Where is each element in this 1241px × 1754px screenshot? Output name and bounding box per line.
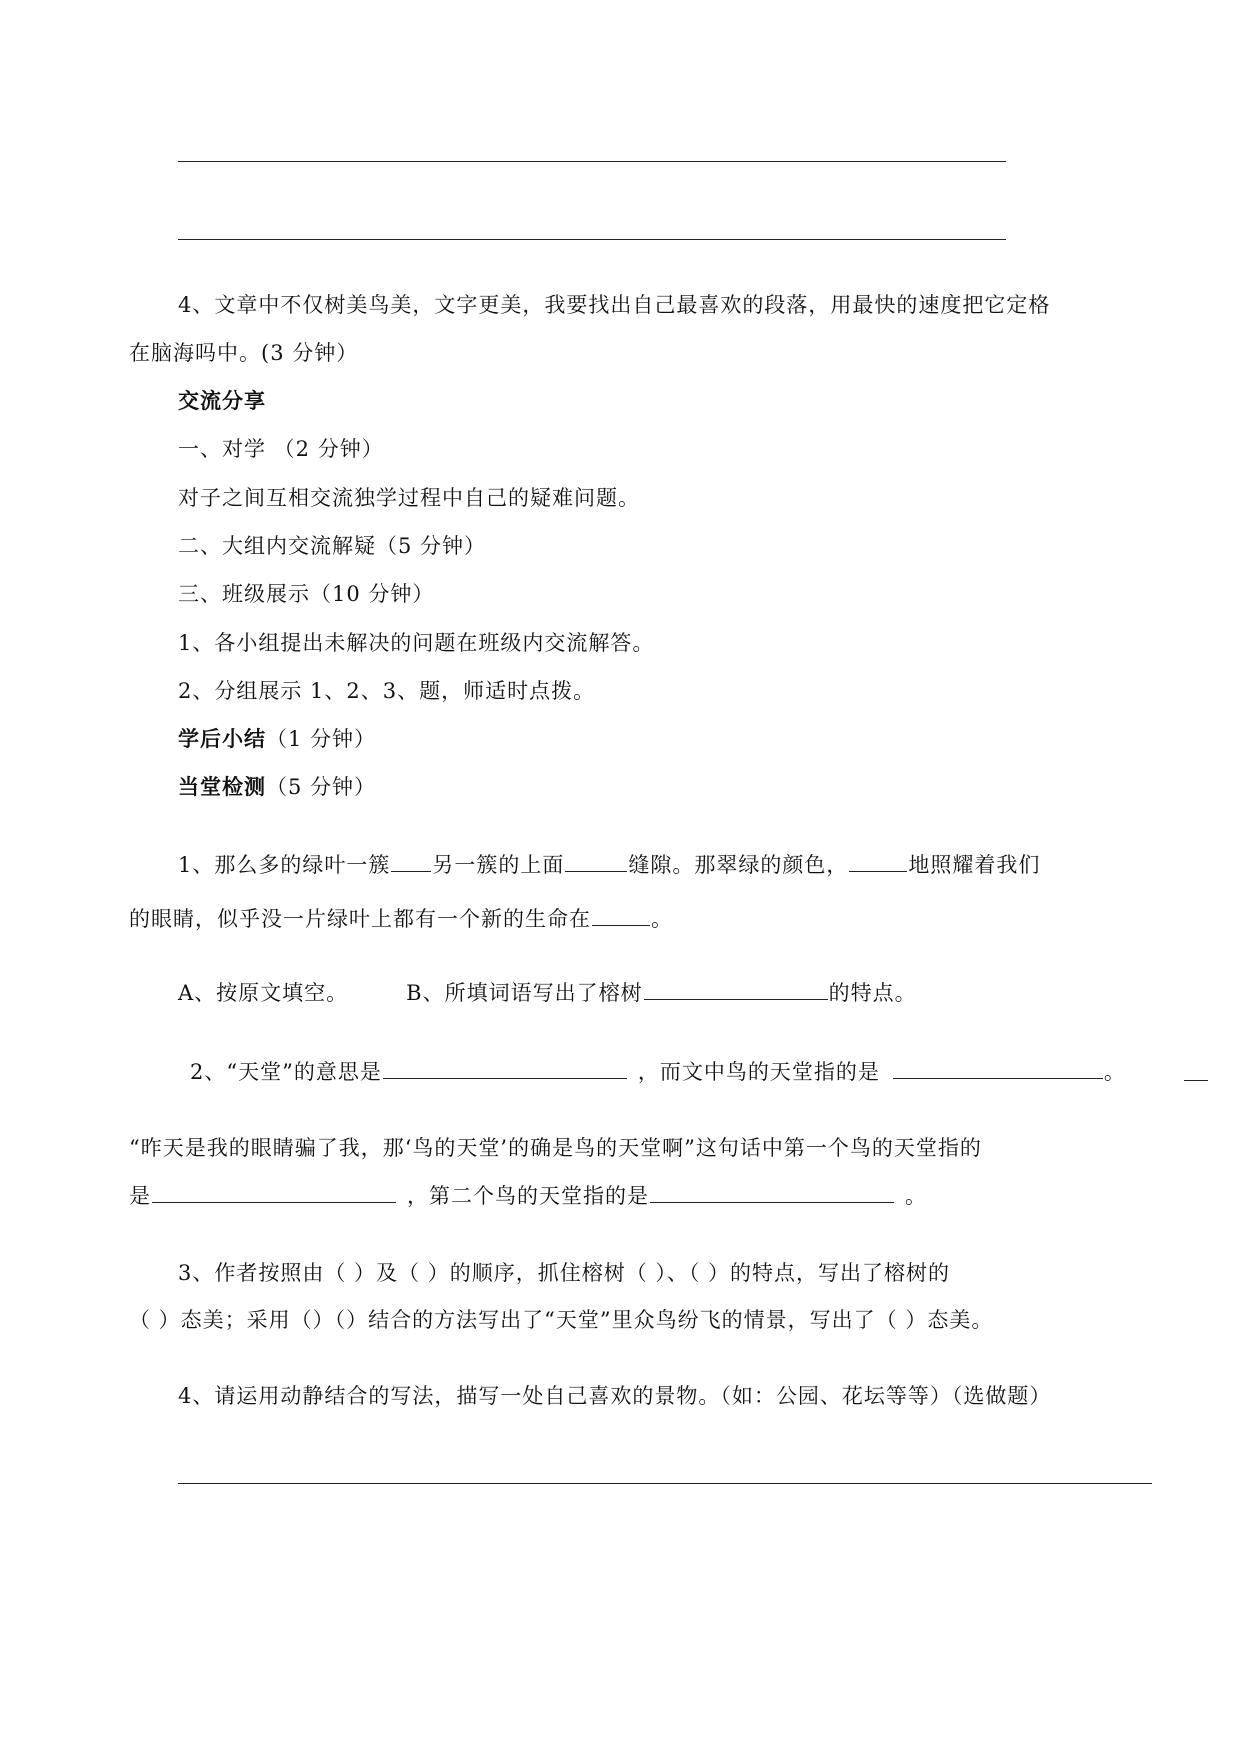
t2-line2: “昨天是我的眼睛骗了我，那‘鸟的天堂’的确是鸟的天堂啊”这句话中第一个鸟的天堂指的 (129, 1136, 982, 1160)
t4-line1: 4、请运用动静结合的写法，描写一处自己喜欢的景物。（如：公园、花坛等等）（选做题） (178, 1384, 1052, 1408)
t2-line1-tail (1184, 1080, 1208, 1081)
q4-prompt-line2: 在脑海吗中。(3 分钟） (129, 341, 359, 365)
t1-line1 (178, 850, 1040, 880)
test-label: 当堂检测 (178, 774, 266, 799)
t2-line1 (190, 1057, 1126, 1087)
summary-label: 学后小结 (178, 726, 266, 751)
t2-blank-1 (383, 1058, 627, 1079)
exchange-heading: 交流分享 (178, 388, 266, 413)
t1-option-a: A、按原文填空。 (178, 981, 349, 1005)
class-show-item-2: 2、分组展示 1、2、3、题，师适时点拨。 (178, 679, 596, 703)
test-time: （5 分钟） (266, 775, 377, 799)
test-line (178, 772, 376, 802)
q4-prompt-line1: 4、文章中不仅树美鸟美，文字更美，我要找出自己最喜欢的段落，用最快的速度把它定格 (178, 293, 1051, 317)
t1-line2 (129, 904, 673, 934)
t1-blank-1 (391, 851, 431, 872)
t2-text-c: 。 (1103, 1060, 1126, 1084)
t2-blank-3 (152, 1182, 396, 1203)
t1-text-c: 缝隙。那翠绿的颜色， (628, 853, 849, 877)
t2-blank-2 (893, 1058, 1103, 1079)
group-discussion-title: 二、大组内交流解疑（5 分钟） (178, 534, 487, 558)
answer-line-2 (178, 239, 1006, 240)
t2-blank-4 (650, 1182, 894, 1203)
summary-line (178, 724, 376, 754)
t1-blank-5 (644, 979, 828, 1000)
summary-time: （1 分钟） (266, 727, 377, 751)
class-show-title: 三、班级展示（10 分钟） (178, 582, 435, 606)
t2-text-a: 2、“天堂”的意思是 (190, 1060, 382, 1084)
class-show-item-1: 1、各小组提出未解决的问题在班级内交流解答。 (178, 631, 655, 655)
t1-blank-3 (849, 851, 907, 872)
t2-line3 (129, 1181, 927, 1211)
t3-line1: 3、作者按照由（ ）及（ ）的顺序，抓住榕树（ ）、（ ）的特点，写出了榕树的 (178, 1261, 951, 1285)
t1-text-e: 的眼睛，似乎没一片绿叶上都有一个新的生命在 (129, 907, 591, 931)
t2-text-3b: ，第二个鸟的天堂指的是 (407, 1184, 649, 1208)
pair-study-desc: 对子之间互相交流独学过程中自己的疑难问题。 (178, 486, 640, 510)
t1-text-b: 另一簇的上面 (432, 853, 565, 877)
t2-text-3a: 是 (129, 1184, 151, 1208)
t4-answer-line (178, 1483, 1152, 1484)
t1-option-b-end: 的特点。 (828, 981, 917, 1005)
t1-text-f: 。 (651, 907, 673, 931)
t1-blank-2 (565, 851, 627, 872)
t1-text-d: 地照耀着我们 (908, 853, 1041, 877)
t2-text-b: ，而文中鸟的天堂指的是 (637, 1060, 880, 1084)
t1-blank-4 (592, 905, 650, 926)
t2-text-3c: 。 (905, 1184, 927, 1208)
t1-text-a: 1、那么多的绿叶一簇 (178, 853, 391, 877)
pair-study-title: 一、对学 （2 分钟） (178, 437, 384, 461)
t1-options (178, 978, 917, 1008)
t3-line2: （ ）态美；采用（）（）结合的方法写出了“天堂”里众鸟纷飞的情景，写出了（ ）态美。 (129, 1308, 994, 1332)
answer-line-1 (178, 161, 1006, 162)
t1-option-b: B、所填词语写出了榕树 (406, 981, 643, 1005)
